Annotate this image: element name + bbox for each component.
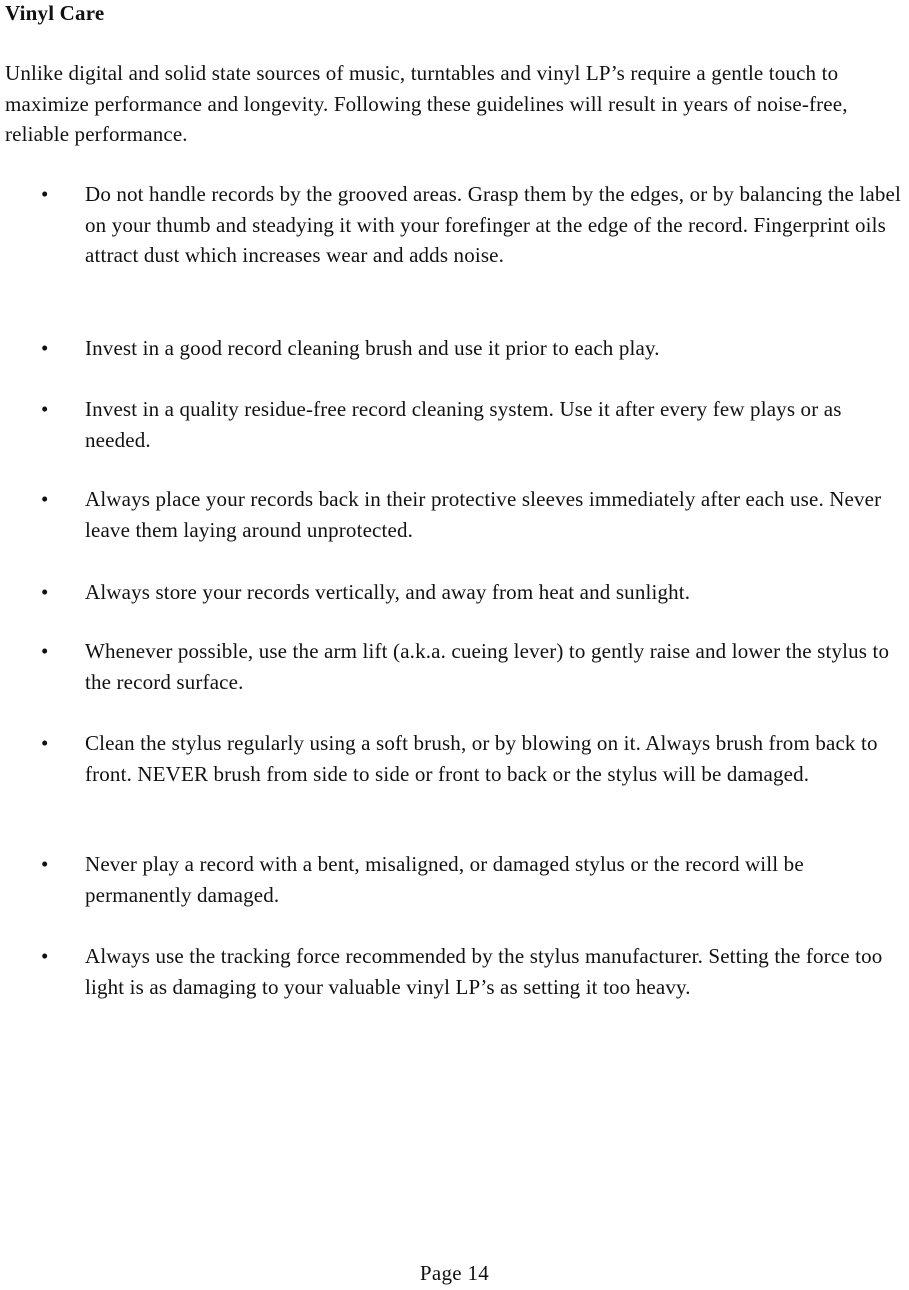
guideline-text: Always store your records vertically, and away from heat and sunlight. <box>85 580 691 604</box>
guideline-text: Do not handle records by the grooved areas. Grasp them by the edges, or by balancing the label on your thumb and steadying it with your forefinger at the edge of the record. Fingerprint oils attract dust which increases wear and adds noise. <box>85 182 901 267</box>
guideline-text: Always use the tracking force recommended by the stylus manufacturer. Setting the force too light is as damaging to your valuable vinyl LP’s as setting it too heavy. <box>85 944 883 999</box>
bullet-icon: • <box>41 944 49 968</box>
guideline-text: Invest in a quality residue-free record cleaning system. Use it after every few plays or as needed. <box>85 397 842 452</box>
bullet-icon: • <box>41 852 49 876</box>
bullet-icon: • <box>41 731 49 755</box>
bullet-icon: • <box>41 639 49 663</box>
guideline-text: Always place your records back in their protective sleeves immediately after each use. Never leave them laying around unprotected. <box>85 487 882 542</box>
guideline-text: Never play a record with a bent, misaligned, or damaged stylus or the record will be permanently damaged. <box>85 852 804 907</box>
page-title: Vinyl Care <box>5 1 105 25</box>
bullet-icon: • <box>41 397 49 421</box>
guideline-text: Invest in a good record cleaning brush and use it prior to each play. <box>85 336 660 360</box>
guideline-text: Whenever possible, use the arm lift (a.k.a. cueing lever) to gently raise and lower the stylus to the record surface. <box>85 639 890 694</box>
bullet-icon: • <box>41 336 49 360</box>
bullet-icon: • <box>41 580 49 604</box>
bullet-icon: • <box>41 487 49 511</box>
bullet-icon: • <box>41 182 49 206</box>
guideline-text: Clean the stylus regularly using a soft brush, or by blowing on it. Always brush from back to front. NEVER brush from side to side or front to back or the stylus will be damaged. <box>85 731 878 786</box>
page-number: Page 14 <box>419 1261 490 1285</box>
intro-paragraph: Unlike digital and solid state sources of music, turntables and vinyl LP’s require a gentle touch to maximize performance and longevity. Following these guidelines will result in years of noise-free, reliable performance. <box>5 61 848 146</box>
